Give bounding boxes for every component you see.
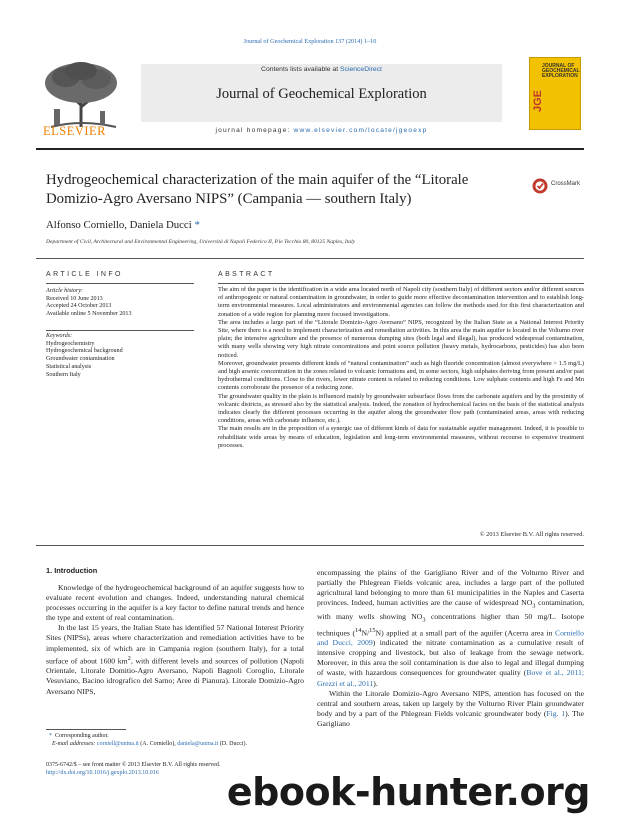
text-run: ).: [373, 678, 378, 688]
email-label: E-mail addresses:: [52, 740, 97, 747]
section-heading: 1. Introduction: [46, 566, 98, 575]
history-label: Article history:: [46, 288, 84, 294]
body-column-right: [317, 568, 584, 729]
citation-link[interactable]: Bove et al., 2011; Grezzi et al., 2011: [317, 668, 584, 688]
text-run: N) applied at a small part of the aquifer (Acerra area in: [375, 628, 555, 638]
email-link[interactable]: daniela@unina.it: [177, 740, 219, 747]
abstract-paragraph: The main results are in the proposition of a synergic use of different kinds of data for sustainable aquifer management. Indeed, it is possible to rehabilitate wide areas by means of education, legislation and long-term environmental measures, without recourse to expensive treatment processes.: [218, 425, 584, 449]
abstract-paragraph: The groundwater quality in the plain is influenced mainly by groundwater subsurface flows from the carbonate aquifers and by the proximity of volcanic districts, as stressed also by the statistical analysis. Indeed, the zonation of hydrochemical facies on the basis of the statistical analysis indicates clearly the different processes occurring in the aquifer along the groundwater flow path (contaminated areas, areas with reducing conditions, areas with carbonate influence, etc.).: [218, 392, 584, 425]
article-title: Hydrogeochemical characterization of the main aquifer of the “Litorale Domizio-Agro Aversano NIPS” (Campania — southern Italy): [46, 172, 469, 207]
email-line: [46, 741, 304, 749]
text-run: contamination, with many wells showing NO: [317, 598, 584, 621]
text-run: In the last 15 years, the Italian State has identified 57 National Interest Priority Sites (NIPSs), areas where characterization and remediation activities have to be implemented, six of which are in Campania region (southern Italy), for a total surface of about 1600 km: [46, 623, 304, 666]
abstract-heading: ABSTRACT: [218, 271, 275, 278]
keywords-divider: [46, 330, 194, 331]
citation-link[interactable]: Corniello and Ducci, 2009: [317, 628, 584, 648]
text-run: N/: [361, 628, 370, 638]
journal-homepage: [141, 127, 502, 134]
keywords-label: Keywords:: [46, 333, 73, 339]
history-online: Available online 5 November 2013: [46, 311, 132, 318]
email-owner: (D. Ducci).: [218, 740, 247, 747]
abstract-divider: [218, 283, 584, 284]
superscript: 14: [355, 626, 362, 634]
article-info-heading: ARTICLE INFO: [46, 271, 123, 278]
footnote-divider: [46, 729, 126, 730]
journal-cover: [529, 57, 581, 130]
article-info-divider: [46, 283, 194, 284]
copyright: © 2013 Elsevier B.V. All rights reserved.: [479, 531, 584, 538]
body-paragraph: Knowledge of the hydrogeochemical background of an aquifer suggests how to evaluate recent evolution and changes. Indeed, understanding natural chemical processes occurring in the aquifer is a key factor to define natural trends and hence the type and extent of real contamination.: [46, 583, 304, 623]
homepage-link[interactable]: www.elsevier.com/locate/jgeoexp: [293, 127, 428, 134]
crossmark-label[interactable]: CrossMark: [551, 181, 581, 187]
sciencedirect-link[interactable]: ScienceDirect: [340, 66, 382, 73]
abstract-paragraph: The aim of the paper is the identification in a wide area located north of Napoli city (southern Italy) of different sectors and/or different sources of anthropogenic or natural contamination in groundwater, in order to guide more effective decontamination intervention and to establish long-term environmental measures. Local administrators and environmental agencies can follow the methods used for this first characterization and zonation of a wide region for planning more focused investigations.: [218, 286, 584, 318]
author-names: Alfonso Corniello, Daniela Ducci: [46, 219, 192, 231]
watermark: ebook-hunter.org: [226, 770, 590, 814]
affiliation: Department of Civil, Architectural and Environmental Engineering, Università di Napoli Federico II, P.le Tecchio 80, 80125 Naples, Italy: [46, 239, 356, 245]
abstract-paragraph: Moreover, groundwater presents different kinds of “natural contamination” such as high fluoride concentration (almost everywhere > 1.5 mg/L) and high arsenic concentration in the zones related to volcanic formations and, in some sectors, high sulphates deriving from present and/or past hydrothermal conditions. Close to the rivers, lower nitrate content is related to reducing conditions. Low sulphate contents and high Fe and Mn contents corroborate the presence of a reducing zone.: [218, 359, 584, 392]
email-link[interactable]: corniell@unina.it: [96, 740, 139, 747]
abstract-paragraph: The area includes a large part of the “Litorale Domizio-Agro Aversano” NIPS, recognized by the Italian State as a National Interest Priority Site, where there is a need to implement characterization and remediation activities. In this area the main aquifer is located in the Volturno river plain; the intensive agriculture and the presence of numerous dumping sites (both legal and illegal), has produced widespread contamination, with many wells showing very high nitrate concentrations and point source pollution (heavy metals, hydrocarbons, pesticides) has also been noticed.: [218, 318, 584, 359]
figure-link[interactable]: Fig. 1: [546, 708, 566, 718]
contents-line: [141, 66, 502, 73]
subscript: 3: [532, 602, 536, 610]
article-history: [46, 288, 196, 319]
corresponding-text: Corresponding author.: [55, 733, 109, 739]
crossmark-icon[interactable]: [532, 178, 548, 194]
text-run: ) indicated the nitrate contamination as a cumulative result of intensive cropping and livestock, but also of leakage from the sewage network. Moreover, in this area the soil contamination is due also to legal and illegal dumping of waste, with hazardous consequences for groundwater quality (: [317, 638, 584, 678]
keywords-list: [46, 333, 196, 379]
abstract-end-divider: [36, 545, 584, 546]
body-paragraph: [317, 568, 584, 689]
body-paragraph: [46, 623, 304, 696]
journal-title: Journal of Geochemical Exploration: [216, 86, 427, 102]
text-run: Within the Litorale Domizio-Agro Aversano NIPS, attention has focused on the central and southern areas, taken up largely by the Volturno River Plain groundwater body and by a part of the Phlegrean Fields volcanic groundwater body (: [317, 688, 584, 718]
keyword-item: Groundwater contamination: [46, 356, 115, 363]
keyword-item: Hydrogeochemistry: [46, 340, 95, 347]
cover-label: JOURNAL OF GEOCHEMICAL EXPLORATION: [542, 63, 580, 80]
footnote-mark: *: [49, 733, 52, 739]
text-run: ). The Garigliano: [317, 708, 584, 728]
superscript: 2: [127, 654, 131, 662]
text-run: , with different levels and sources of pollution (Napoli Orientale, Litorale Domitio-Agro Aversano, Napoli Bagnoli Coroglio, Litorale Vesuviano, Bacino idrografico del Sarno; Aree di Pianura). Litorale Domizio-Agro Aversano NIPS,: [46, 656, 305, 696]
keyword-item: Southern Italy: [46, 371, 81, 378]
issn-line: 0375-6742/$ – see front matter © 2013 Elsevier B.V. All rights reserved.: [46, 762, 221, 768]
history-received: Received 10 June 2013: [46, 295, 103, 302]
author-list: [46, 219, 200, 231]
keyword-item: Hydrogeochemical background: [46, 348, 123, 355]
corresponding-author-mark[interactable]: *: [194, 219, 200, 231]
header-divider: [36, 148, 584, 150]
text-run: concentrations higher than 50 mg/L. Isotope techniques (: [317, 611, 584, 638]
superscript: 15: [369, 626, 376, 634]
text-run: encompassing the plains of the Garigliano River and of the Volturno River and partially the Phlegrean Fields volcanic area, includes a large part of the polluted agricultural land belonging to more than 61 municipalities in the Naples and Caserta provinces. Indeed, human activities are the cause of widespread NO: [317, 568, 584, 608]
doi-link[interactable]: http://dx.doi.org/10.1016/j.gexplo.2013.10.016: [46, 769, 159, 776]
corresponding-note: [46, 733, 304, 741]
homepage-prefix: journal homepage:: [215, 127, 294, 134]
keyword-item: Statistical analysis: [46, 363, 92, 370]
body-column-left: [46, 583, 304, 697]
body-paragraph: [317, 689, 584, 729]
affiliation-divider: [36, 258, 584, 259]
history-accepted: Accepted 24 October 2013: [46, 303, 112, 310]
abstract-body: [218, 286, 584, 450]
cover-abbrev: JGE: [532, 89, 544, 112]
journal-reference[interactable]: Journal of Geochemical Exploration 137 (2014) 1–10: [243, 38, 377, 45]
subscript: 3: [422, 616, 426, 624]
contents-prefix: Contents lists available at: [261, 66, 341, 73]
email-owner: (A. Corniello),: [138, 740, 178, 747]
footnote: [46, 733, 304, 748]
publisher-name: ELSEVIER: [43, 124, 107, 138]
